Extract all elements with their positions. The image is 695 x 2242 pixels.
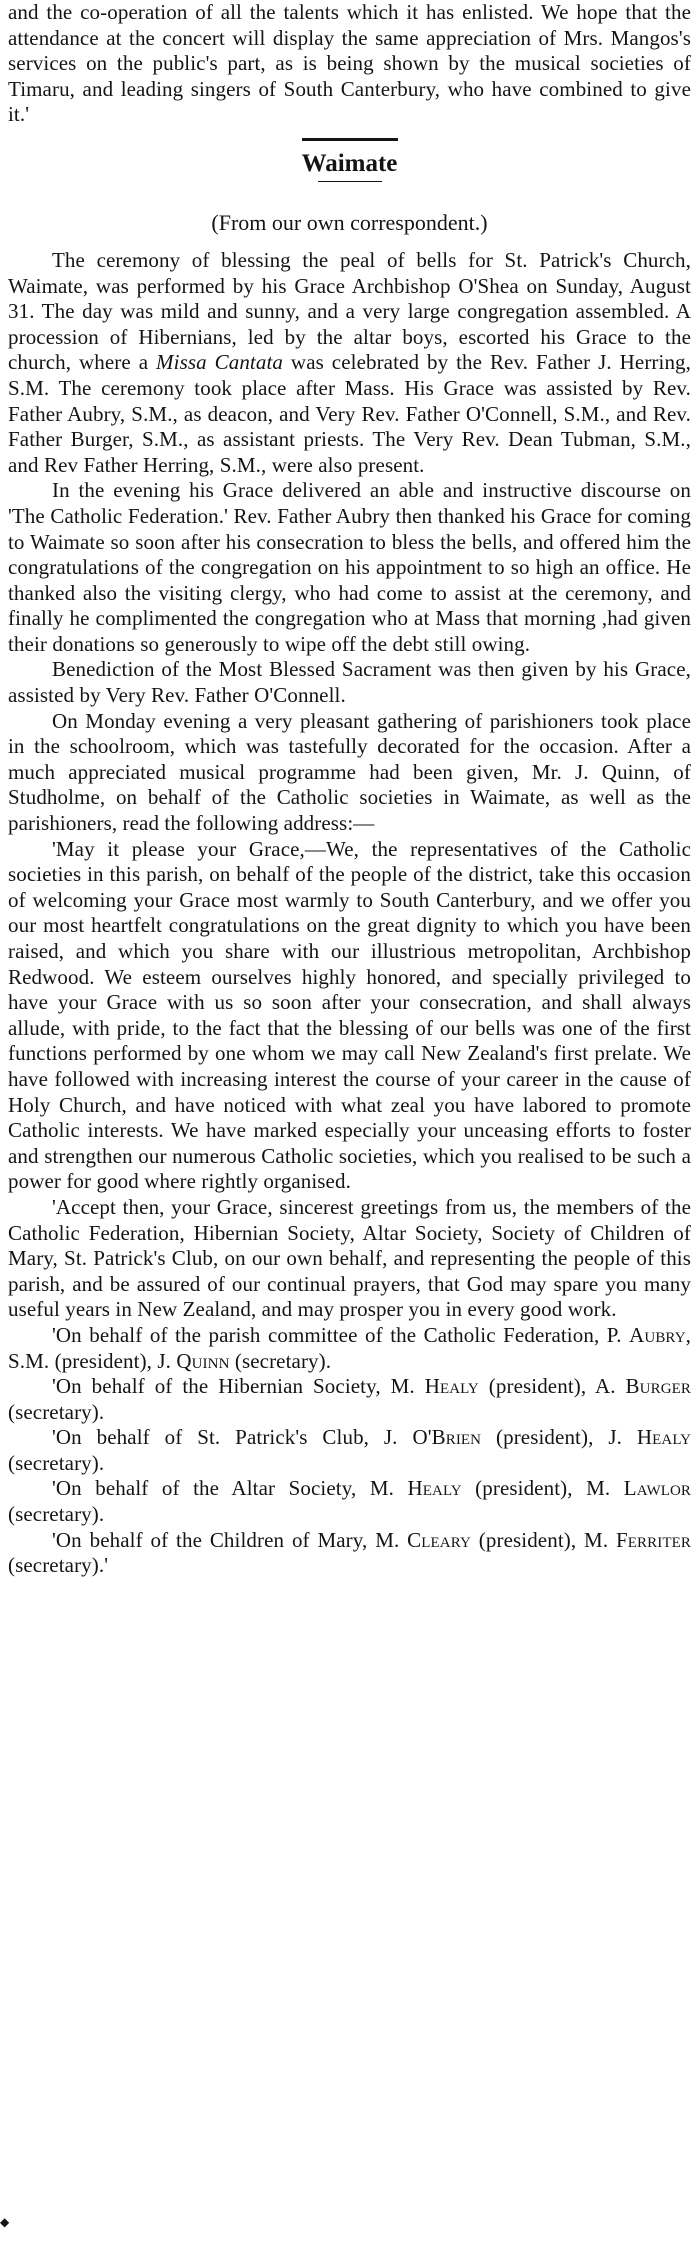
paragraph-benediction: Benediction of the Most Blessed Sacrament was then given by his Grace, assisted by Very Rev. Father O'Connell. [8,657,691,708]
signatory-name: Healy [636,1425,692,1450]
newspaper-column [8,0,691,1579]
signatory-name: Ferriter [616,1527,691,1552]
paragraph-evening-discourse: In the evening his Grace delivered an able and instructive discourse on 'The Catholic Federation.' Rev. Father Aubry then thanked his Grace for coming to Waimate so soon after his consecration to bless the bells, and offered him the congratulations of the congregation on his appointment to so high an office. He thanked also the visiting clergy, who had come to assist at the ceremony, and finally he complimented the congregation who at Mass that morning ,had given their donations so generously to wipe off the debt still owing. [8,478,691,656]
paragraph-blessing-ceremony [8,248,691,478]
signature-federation: 'On behalf of the parish committee of the Catholic Federation, P. Aubry, S.M. (president), J. Quinn (secretary). [8,1322,691,1373]
margin-mark-icon: ◆ [0,2215,10,2229]
signatory-name: O'Brien [412,1425,482,1450]
signature-hibernian: 'On behalf of the Hibernian Society, M. Healy (president), A. Burger (secretary). [8,1374,691,1424]
section-divider [302,138,398,141]
article-heading: Waimate [301,149,398,177]
italic-term: Missa Cantata [156,350,284,375]
signature-st-patricks-club: 'On behalf of St. Patrick's Club, J. O'Brien (president), J. Healy (secretary). [8,1425,692,1475]
signatory-name: Burger [625,1374,691,1399]
paragraph-address: 'May it please your Grace,—We, the representatives of the Catholic societies in this parish, on behalf of the people of the district, take this occasion of welcoming your Grace most warmly to South Canterbury, and we offer you our most heartfelt congratulations on the great dignity to which you have been raised, and which you share with our illustrious metropolitan, Archbishop Redwood. We esteem ourselves highly honored, and specially privileged to have your Grace with us so soon after your consecration, and shall always allude, with pride, to the fact that the blessing of our bells was one of the first functions performed by one whom we may call New Zealand's first prelate. We have followed with increasing interest the course of your career in the cause of Holy Church, and have noticed with what zeal you have labored to promote Catholic interests. We have marked especially your unceasing efforts to foster and strengthen our numerous Catholic societies, which you realised to be such a power for good where rightly organised. [8,836,691,1194]
signature-children-of-mary: 'On behalf of the Children of Mary, M. Cleary (president), M. Ferriter (secretary).' [8,1527,691,1578]
signatory-name: Healy [407,1476,462,1501]
article-byline: (From our own correspondent.) [211,209,488,235]
paragraph-text: was celebrated by the Rev. Father J. Herring, S.M. The ceremony took place after Mass. His Grace was assisted by Rev. Father Aubry, S.M., as deacon, and Very Rev. Father O'Connell, S.M., and Rev. Father Burger, S.M., as assistant priests. The Very Rev. Dean Tubman, S.M., and Rev Father Herring, S.M., were also present. [8,350,692,477]
paragraph-greetings: 'Accept then, your Grace, sincerest greetings from us, the members of the Catholic Federation, Hibernian Society, Altar Society, Society of Children of Mary, St. Patrick's Club, on our own behalf, and representing the people of this parish, and be assured of our continual prayers, that God may spare you many useful years in New Zealand, and may prosper you in every good work. [8,1194,691,1322]
signatory-name: Quinn [176,1348,230,1373]
signatory-name: Healy [424,1374,479,1399]
paragraph-monday-gathering: On Monday evening a very pleasant gathering of parishioners took place in the schoolroom, which was tastefully decorated for the occasion. After a much appreciated musical programme had been given, Mr. J. Quinn, of Studholme, on behalf of the Catholic societies in Waimate, as well as the parishioners, read the following address:— [8,708,691,836]
signatory-name: Aubry [629,1322,686,1347]
signatory-name: Lawlor [623,1476,691,1501]
heading-underline [318,181,382,182]
intro-paragraph: and the co-operation of all the talents which it has enlisted. We hope that the attendance at the concert will display the same appreciation of Mrs. Mangos's services on the public's part, as is being shown by the musical societies of Timaru, and leading singers of South Canterbury, who have combined to give it.' [8,0,691,127]
paragraph-text: The ceremony of blessing the peal of bells for St. Patrick's Church, Waimate, was performed by his Grace Archbishop O'Shea on Sunday, August 31. The day was mild and sunny, and a very large congregation assembled. A procession of Hibernians, led by the altar boys, escorted his Grace to the church, where a [8,247,691,375]
signatory-name: Cleary [407,1527,471,1552]
signature-altar-society: 'On behalf of the Altar Society, M. Healy (president), M. Lawlor (secretary). [8,1476,691,1527]
